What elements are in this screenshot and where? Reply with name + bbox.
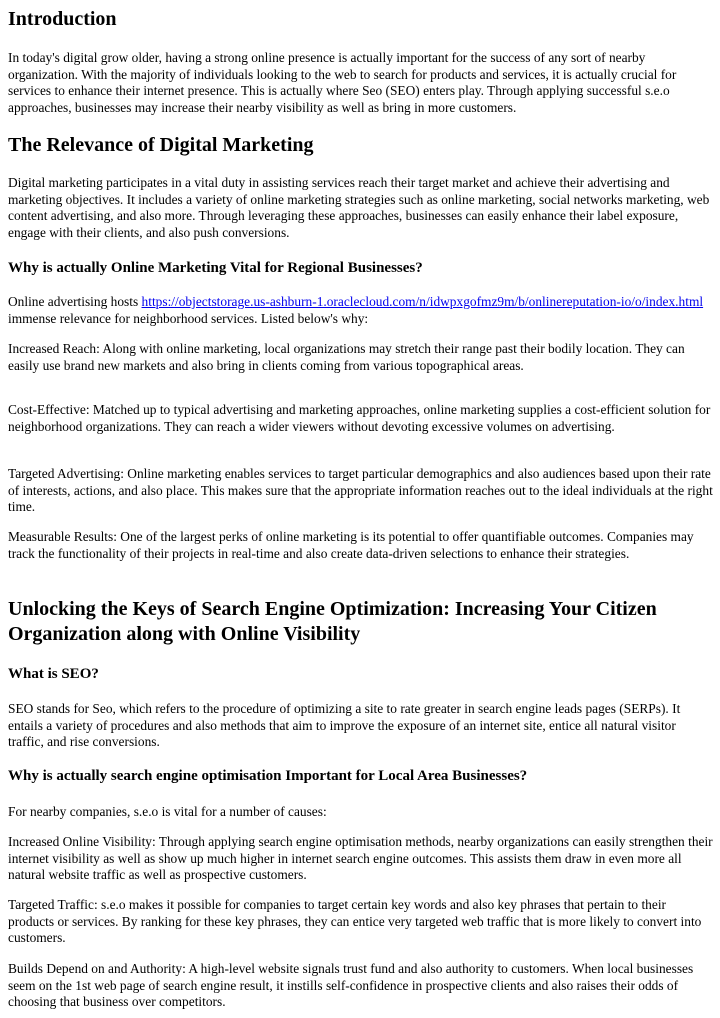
trust-authority-paragraph: Builds Depend on and Authority: A high-level website signals trust fund and also authority to customers. When local businesses seem on the 1st web page of search engine result, it instills self-confidence in prospective clients and also raises their odds of choosing that business over competitors. <box>8 961 694 1010</box>
relevance-paragraph: Digital marketing participates in a vital duty in assisting services reach their target market and achieve their advertising and marketing objectives. It includes a variety of online marketing strategies such as online marketing, social networks marketing, web content advertising, and also more. Through leveraging these approaches, businesses can easily enhance their label exposure, engage with their clients, and also push conversions. <box>8 175 710 240</box>
intro-heading: Introduction <box>8 8 117 30</box>
intro-paragraph: In today's digital grow older, having a strong online presence is actually important for the success of any sort of nearby organization. With the majority of individuals looking to the web to search for products and services, it is actually crucial for services to enhance their internet presence. This is actually where Seo (SEO) enters play. Through applying successful s.e.o approaches, businesses may increase their nearby visibility as well as bring in more customers. <box>8 50 677 115</box>
cost-effective-paragraph: Cost-Effective: Matched up to typical advertising and marketing approaches, online marketing supplies a cost-efficient solution for neighborhood organizations. They can reach a wider viewers without devoting excessive volumes on advertising. <box>8 402 711 434</box>
targeted-advertising-paragraph: Targeted Advertising: Online marketing enables services to target particular demographics and also audiences based upon their rate of interests, actions, and also place. This makes sure that the appropriate information reaches out to the ideal individuals at the right time. <box>8 466 713 515</box>
online-paragraph <box>8 294 714 327</box>
increased-reach-paragraph: Increased Reach: Along with online marketing, local organizations may stretch their range past their bodily location. They can easily use brand new markets and also bring in clients coming from various topographical areas. <box>8 341 685 373</box>
online-reputation-link[interactable]: https://objectstorage.us-ashburn-1.oraclecloud.com/n/idwpxgofmz9m/b/onlinereputation-io/o/index.html <box>141 294 704 309</box>
why-seo-heading: Why is actually search engine optimisation Important for Local Area Businesses? <box>8 768 528 784</box>
what-is-seo-paragraph: SEO stands for Seo, which refers to the procedure of optimizing a site to rate greater in search engine leads pages (SERPs). It entails a variety of procedures and also methods that aim to improve the exposure of an internet site, entice all natural visitor traffic, and rise conversions. <box>8 701 681 750</box>
seo-keys-heading: Unlocking the Keys of Search Engine Optimization: Increasing Your Citizen Organization along with Online Visibility <box>8 598 657 645</box>
why-online-heading: Why is actually Online Marketing Vital for Regional Businesses? <box>8 260 423 276</box>
targeted-traffic-paragraph: Targeted Traffic: s.e.o makes it possible for companies to target certain key words and also key phrases that pertain to their products or services. By ranking for these key phrases, they can entice very targeted web traffic that is more likely to convert into customers. <box>8 897 702 946</box>
why-seo-paragraph: For nearby companies, s.e.o is vital for a number of causes: <box>8 804 327 819</box>
what-is-seo-heading: What is SEO? <box>8 666 99 682</box>
online-paragraph-end: immense relevance for neighborhood services. Listed below's why: <box>8 310 369 326</box>
online-paragraph-start: Online advertising hosts <box>8 294 142 309</box>
measurable-results-paragraph: Measurable Results: One of the largest perks of online marketing is its potential to offer quantifiable outcomes. Companies may track the functionality of their projects in real-time and also create data-driven selections to enhance their strategies. <box>8 529 694 561</box>
increased-visibility-paragraph: Increased Online Visibility: Through applying search engine optimisation methods, nearby organizations can easily strengthen their internet visibility as well as show up much higher in internet search engine outcomes. This assists them draw in even more all natural website traffic as well as prospective customers. <box>8 834 713 883</box>
relevance-heading: The Relevance of Digital Marketing <box>8 134 314 156</box>
